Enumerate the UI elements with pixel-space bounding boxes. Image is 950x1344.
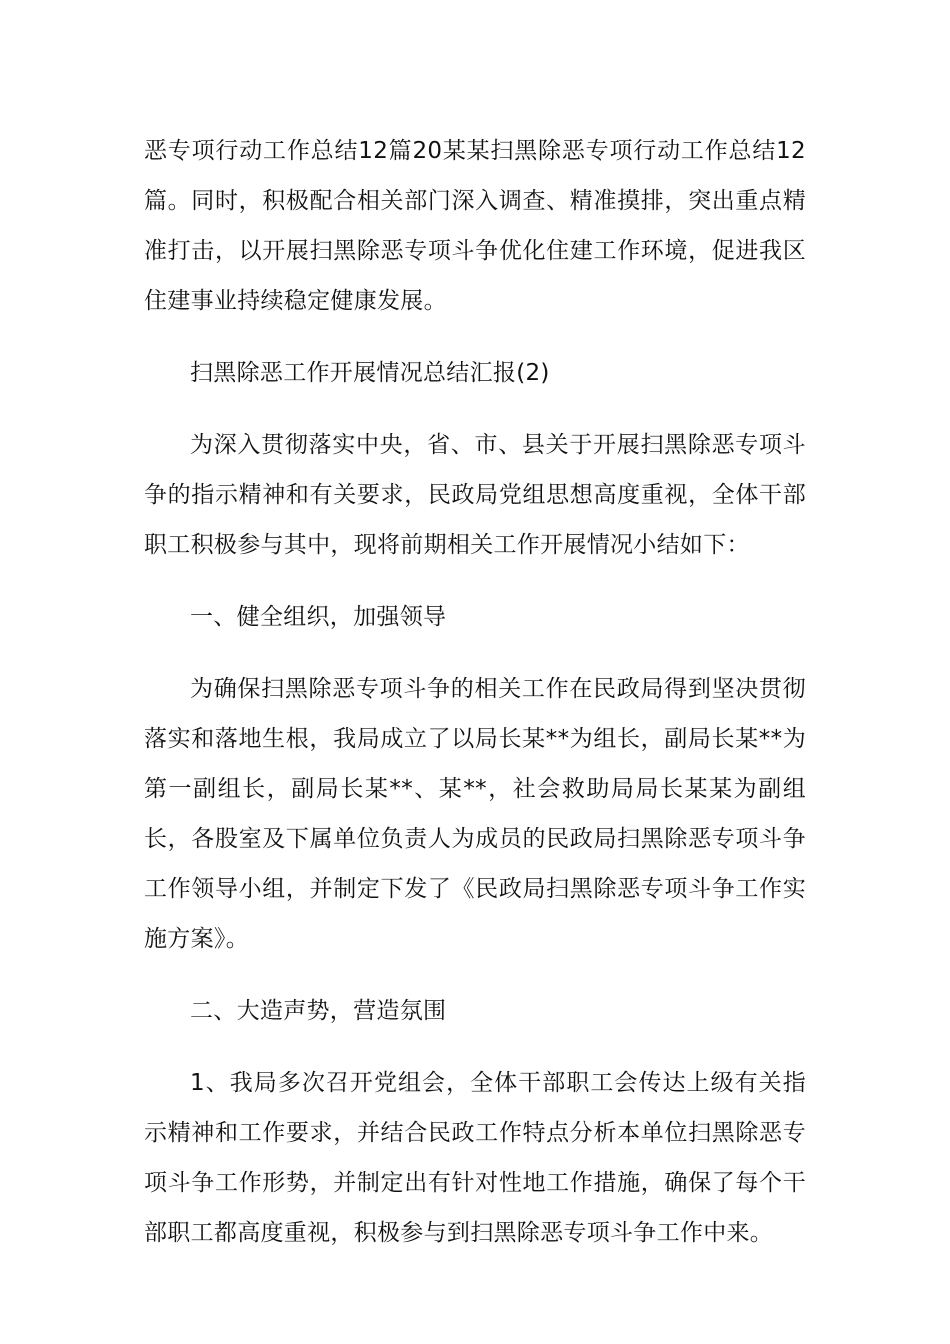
section-heading-2: 二、大造声势，营造氛围 [190,998,447,1024]
paragraph-organization: 为确保扫黑除恶专项斗争的相关工作在民政局得到坚决贯彻落实和落地生根，我局成立了以局长某**为组长，副局长某**为第一副组长，副局长某**、某**，社会救助局局长某某为副组长，各股室及下属单位负责人为成员的民政局扫黑除恶专项斗争工作领导小组，并制定下发了《民政局扫黑除恶专项斗争工作实施方案》。 [144,676,806,952]
document-body [144,126,806,1280]
section-heading-1: 一、健全组织，加强领导 [190,604,447,630]
paragraph-meetings: 1、我局多次召开党组会，全体干部职工会传达上级有关指示精神和工作要求，并结合民政工作特点分析本单位扫黑除恶专项斗争工作形势，并制定出有针对性地工作措施，确保了每个干部职工都高度重视，积极参与到扫黑除恶专项斗争工作中来。 [144,1070,806,1246]
paragraph-continuation: 恶专项行动工作总结12篇20某某扫黑除恶专项行动工作总结12篇。同时，积极配合相关部门深入调查、精准摸排，突出重点精准打击，以开展扫黑除恶专项斗争优化住建工作环境，促进我区住建事业持续稳定健康发展。 [144,138,806,314]
paragraph-intro: 为深入贯彻落实中央，省、市、县关于开展扫黑除恶专项斗争的指示精神和有关要求，民政局党组思想高度重视，全体干部职工积极参与其中，现将前期相关工作开展情况小结如下： [144,432,806,558]
section-title: 扫黑除恶工作开展情况总结汇报(2) [190,360,550,386]
